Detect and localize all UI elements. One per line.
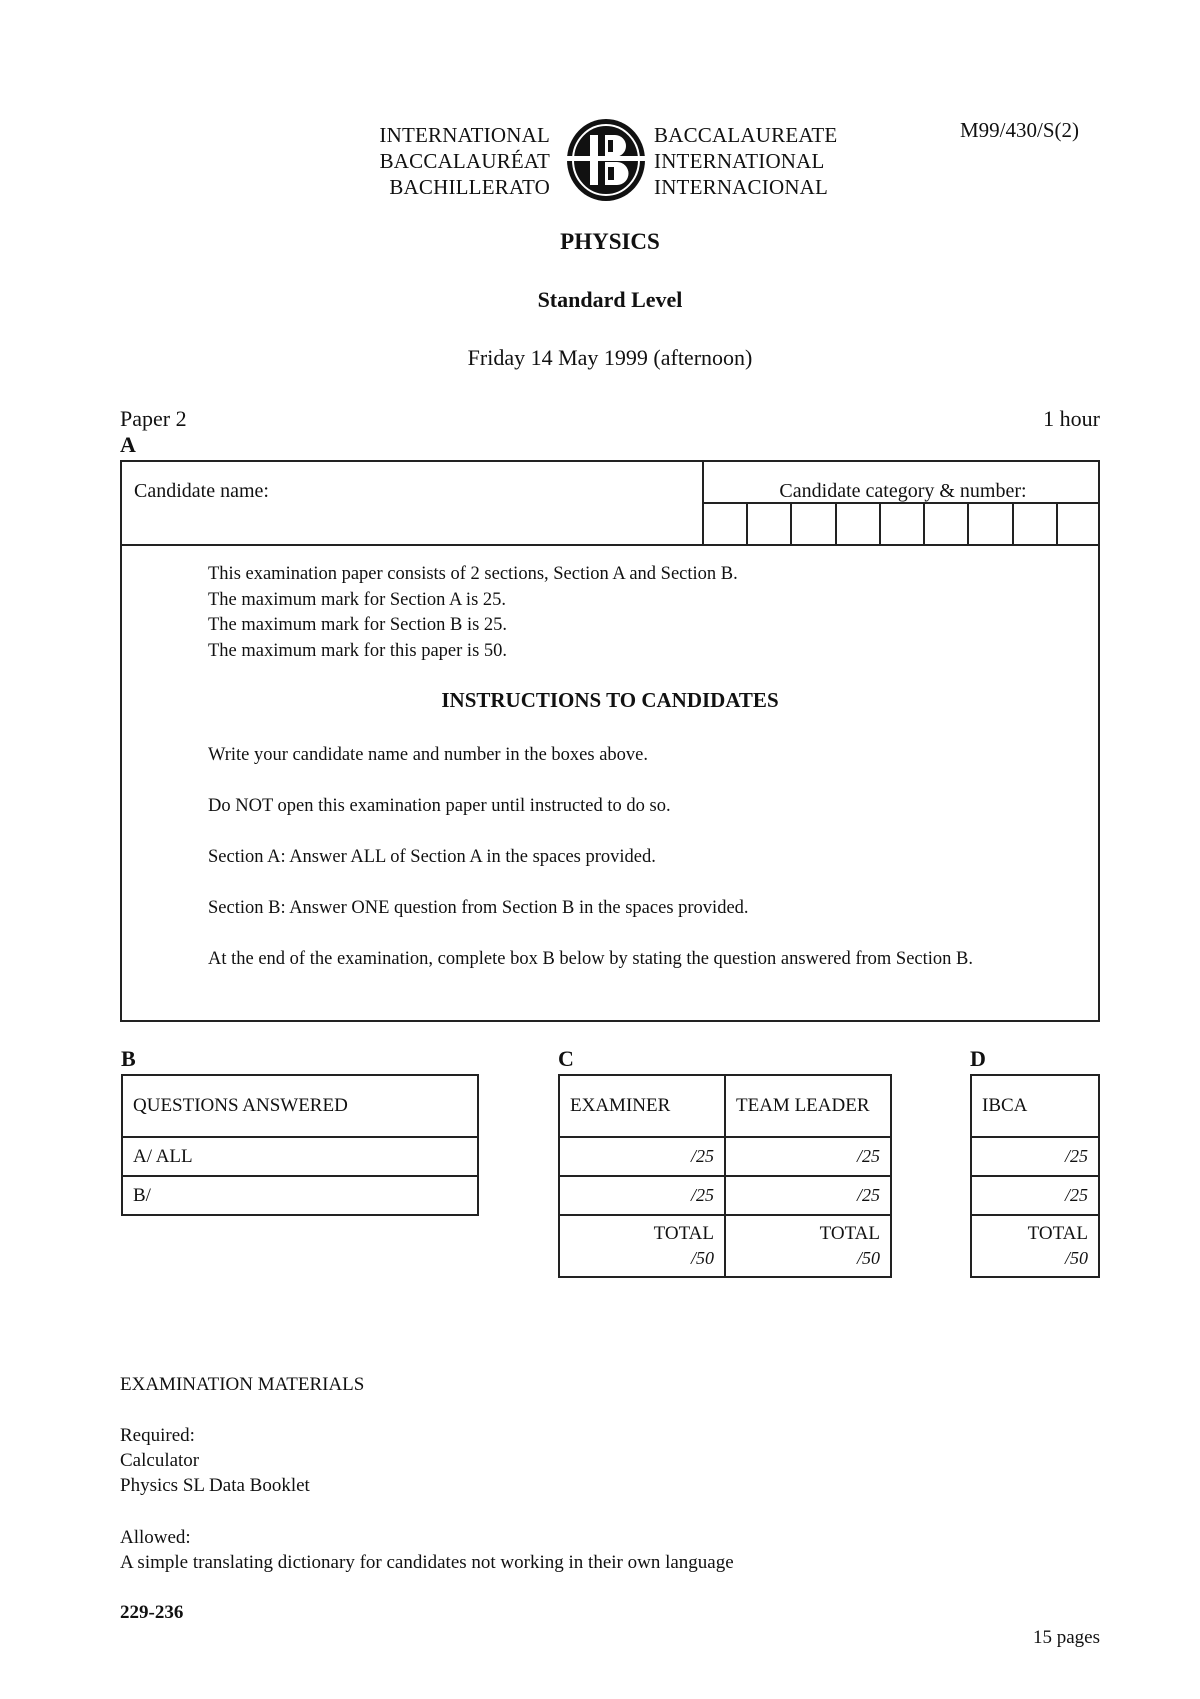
candidate-number-cells [704, 504, 1100, 544]
candidate-number-cell[interactable] [837, 504, 881, 544]
candidate-number-cell[interactable] [925, 504, 969, 544]
rule-line: The maximum mark for this paper is 50. [208, 640, 508, 661]
ibca-header: IBCA [971, 1075, 1099, 1137]
total-cell[interactable] [559, 1215, 725, 1277]
examiner-marks-table [558, 1074, 892, 1278]
candidate-name-label: Candidate name: [134, 480, 269, 502]
candidate-number-cell[interactable] [969, 504, 1013, 544]
rule-line: This examination paper consists of 2 sections, Section A and Section B. [208, 564, 738, 584]
materials-title: EXAMINATION MATERIALS [120, 1374, 365, 1395]
mark-cell[interactable]: /25 [856, 1145, 880, 1166]
document-code: 229-236 [120, 1602, 184, 1623]
required-label: Required: [120, 1425, 195, 1446]
paper-number: Paper 2 [120, 406, 187, 431]
team-leader-header: TEAM LEADER [725, 1075, 891, 1137]
questions-answered-header: QUESTIONS ANSWERED [122, 1075, 478, 1137]
rule-line: The maximum mark for Section B is 25. [208, 615, 508, 635]
ibca-marks-table [970, 1074, 1100, 1278]
total-cell[interactable] [971, 1215, 1099, 1277]
materials-required [120, 1423, 310, 1498]
box-b-letter: B [121, 1046, 136, 1071]
required-item: Physics SL Data Booklet [120, 1475, 310, 1496]
box-a [120, 460, 1100, 1022]
materials-allowed [120, 1525, 734, 1575]
box-a-letter: A [120, 432, 136, 457]
rule-line: The maximum mark for Section A is 25. [208, 589, 507, 610]
instruction: Write your candidate name and number in the boxes above. [208, 745, 649, 765]
required-item: Calculator [120, 1450, 200, 1471]
candidate-number-cell[interactable] [792, 504, 836, 544]
divider [122, 544, 1098, 546]
paper-code: M99/430/S(2) [960, 118, 1080, 142]
header-line: BACHILLERATO [389, 175, 550, 199]
instruction: Do NOT open this examination paper until instructed to do so. [208, 796, 671, 816]
box-d-letter: D [970, 1046, 986, 1071]
total-mark: /50 [690, 1248, 714, 1268]
total-label: TOTAL [819, 1223, 880, 1244]
candidate-number-cell[interactable] [704, 504, 748, 544]
total-cell[interactable] [725, 1215, 891, 1277]
paper-rules [208, 562, 738, 664]
header-line: INTERNATIONAL [654, 149, 825, 173]
total-label: TOTAL [1027, 1223, 1088, 1244]
header-line: BACCALAUREATE [654, 123, 838, 147]
question-row[interactable]: A/ ALL [122, 1137, 478, 1176]
allowed-item: A simple translating dictionary for candidates not working in their own language [120, 1552, 734, 1573]
candidate-number-cell[interactable] [1058, 504, 1100, 544]
question-row[interactable]: B/ [122, 1176, 478, 1215]
instruction: Section A: Answer ALL of Section A in the spaces provided. [208, 847, 656, 867]
examiner-header: EXAMINER [559, 1075, 725, 1137]
mark-cell[interactable]: /25 [1064, 1145, 1088, 1166]
instruction: At the end of the examination, complete box B below by stating the question answered from Section B. [208, 949, 974, 969]
mark-cell[interactable]: /25 [856, 1184, 880, 1205]
header-line: INTERNACIONAL [654, 175, 829, 199]
candidate-number-cell[interactable] [1014, 504, 1058, 544]
exam-date: Friday 14 May 1999 (afternoon) [467, 345, 753, 370]
ib-logo [565, 117, 647, 203]
mark-cell[interactable]: /25 [690, 1145, 714, 1166]
header-left-names [379, 122, 550, 200]
header-line: INTERNATIONAL [379, 123, 550, 147]
questions-answered-table [121, 1074, 479, 1216]
mark-cell[interactable]: /25 [1064, 1184, 1088, 1205]
header-right-names [654, 122, 837, 200]
level-title: Standard Level [537, 287, 683, 312]
total-mark: /50 [1064, 1248, 1088, 1268]
allowed-label: Allowed: [120, 1527, 191, 1548]
mark-cell[interactable]: /25 [690, 1184, 714, 1205]
instructions-title: INSTRUCTIONS TO CANDIDATES [441, 688, 779, 712]
subject-title: PHYSICS [560, 229, 660, 254]
candidate-number-cell[interactable] [748, 504, 792, 544]
header-line: BACCALAURÉAT [379, 149, 550, 173]
exam-duration: 1 hour [1043, 406, 1100, 431]
page-count: 15 pages [1032, 1627, 1100, 1648]
candidate-number-label: Candidate category & number: [779, 480, 1027, 502]
candidate-number-cell[interactable] [881, 504, 925, 544]
total-mark: /50 [856, 1248, 880, 1268]
box-c-letter: C [558, 1046, 574, 1071]
total-label: TOTAL [653, 1223, 714, 1244]
instruction: Section B: Answer ONE question from Section B in the spaces provided. [208, 898, 749, 918]
